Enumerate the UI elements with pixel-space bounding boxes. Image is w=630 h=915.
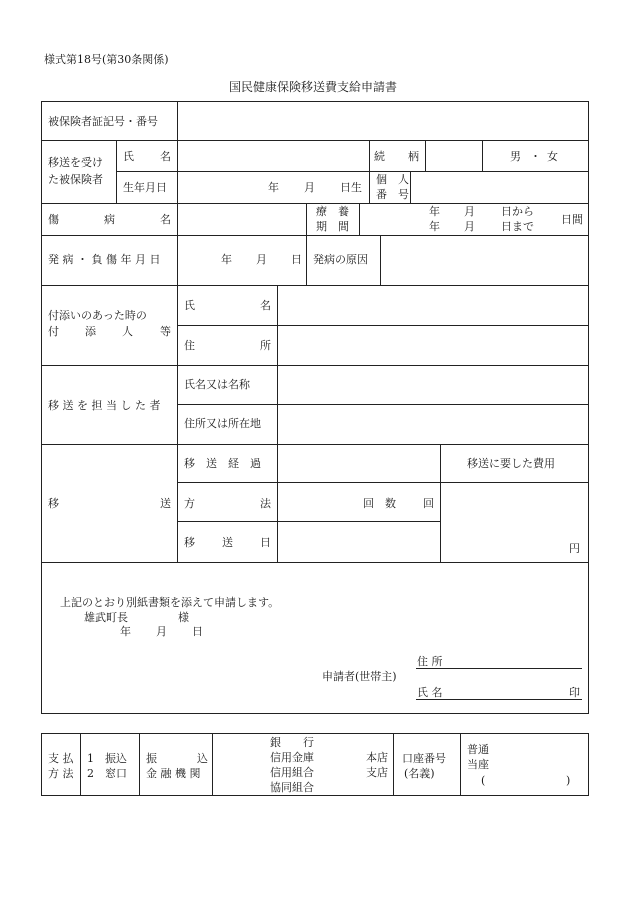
attendant-name-label-1: 氏 <box>184 299 195 312</box>
transport-date-label-1: 移 <box>184 536 195 549</box>
payment-method-label-2: 方 法 <box>48 767 74 780</box>
cost-amount-field[interactable] <box>442 484 587 560</box>
insured-number-label: 被保険者証記号・番号 <box>48 115 158 128</box>
account-paren-open: ( <box>481 774 486 787</box>
transport-date-label-2: 送 <box>222 536 233 549</box>
care-period-label-1: 療 養 <box>316 205 349 218</box>
account-paren-close: ) <box>566 774 571 787</box>
payment-method-label-1: 支 払 <box>48 752 74 765</box>
person-name-field[interactable] <box>179 142 367 170</box>
onset-month: 月 <box>256 253 267 266</box>
birth-date-label: 生年月日 <box>123 181 167 194</box>
bank-label-line2: 金 融 機 関 <box>146 767 201 780</box>
birth-day: 日生 <box>340 181 362 194</box>
account-type-current[interactable]: 当座 <box>467 758 489 771</box>
declaration-year: 年 <box>120 625 131 638</box>
name-label-char1: 氏 <box>123 150 134 163</box>
declaration-day: 日 <box>192 625 203 638</box>
sex-male[interactable]: 男 <box>510 150 521 163</box>
account-number-field[interactable] <box>490 773 562 789</box>
attendant-address-field[interactable] <box>279 327 587 363</box>
period-from-year: 年 <box>429 205 440 218</box>
addressee-mayor: 雄武町長 <box>84 611 128 624</box>
bank-label-char1: 振 <box>146 752 157 765</box>
onset-cause-field[interactable] <box>382 237 587 283</box>
addressee-honorific: 様 <box>178 611 189 624</box>
attendant-label-4: 人 <box>122 325 133 338</box>
bank-type-shinkumi: 信用組合 <box>270 766 314 779</box>
carrier-address-label: 住所又は所在地 <box>184 417 261 430</box>
attendant-label-1: 付添いのあった時の <box>48 309 147 322</box>
carrier-name-label: 氏名又は名称 <box>184 378 250 391</box>
attendant-label-2: 付 <box>48 325 59 338</box>
onset-cause-label: 発病の原因 <box>313 253 368 266</box>
applicant-name-label: 氏 名 <box>417 686 443 699</box>
attendant-address-label-1: 住 <box>184 339 195 352</box>
transported-person-label-1: 移送を受け <box>48 156 103 169</box>
bank-type-kyodo: 協同組合 <box>270 781 314 794</box>
transport-date-label-3: 日 <box>260 536 271 549</box>
care-period-label-2: 期 間 <box>316 220 349 233</box>
form-number: 様式第18号(第30条関係) <box>44 53 169 66</box>
relation-label-char2: 柄 <box>408 150 419 163</box>
onset-year: 年 <box>221 253 232 266</box>
transport-label-char1: 移 <box>48 497 59 510</box>
attendant-name-label-2: 名 <box>260 299 271 312</box>
disease-name-field[interactable] <box>179 205 304 233</box>
page-title: 国民健康保険移送費支給申請書 <box>229 80 398 94</box>
personal-number-label-1: 個 人 <box>376 173 409 186</box>
yen-unit: 円 <box>569 542 580 555</box>
declaration-month: 月 <box>156 625 167 638</box>
relation-field[interactable] <box>427 142 480 170</box>
birth-month: 月 <box>304 181 315 194</box>
carrier-label: 移 送 を 担 当 し た 者 <box>48 399 161 412</box>
sex-female[interactable]: 女 <box>547 150 558 163</box>
personal-number-field[interactable] <box>412 173 587 201</box>
period-to-year: 年 <box>429 220 440 233</box>
transported-person-label-2: た被保険者 <box>48 173 103 186</box>
relation-label-char1: 続 <box>374 150 385 163</box>
account-holder-label: (名義) <box>404 767 435 780</box>
method-label-char1: 方 <box>184 497 195 510</box>
transport-date-field[interactable] <box>279 523 438 560</box>
personal-number-label-2: 番 号 <box>376 188 409 201</box>
disease-label-char1: 傷 <box>48 213 59 226</box>
period-to-day: 日まで <box>501 220 534 233</box>
name-label-char2: 名 <box>160 150 171 163</box>
bank-label-char2: 込 <box>197 752 208 765</box>
payment-option-transfer[interactable]: 1 振込 <box>87 752 127 765</box>
applicant-name-line[interactable] <box>416 699 582 700</box>
disease-label-char2: 病 <box>104 213 115 226</box>
attendant-address-label-2: 所 <box>260 339 271 352</box>
applicant-address-label: 住 所 <box>417 655 443 668</box>
applicant-label: 申請者(世帯主) <box>322 670 397 683</box>
branch-sub: 支店 <box>366 766 388 779</box>
payment-option-counter[interactable]: 2 窓口 <box>87 767 127 780</box>
seal-mark: 印 <box>569 686 580 699</box>
cost-label: 移送に要した費用 <box>467 457 555 470</box>
sex-separator: ・ <box>530 150 541 163</box>
route-field[interactable] <box>279 446 438 480</box>
carrier-address-field[interactable] <box>279 406 587 442</box>
times-label: 回 数 <box>363 497 396 510</box>
transport-label-char2: 送 <box>160 497 171 510</box>
period-days-label: 日間 <box>561 213 583 226</box>
account-number-label: 口座番号 <box>402 752 446 765</box>
attendant-label-5: 等 <box>160 325 171 338</box>
onset-day: 日 <box>291 253 302 266</box>
insured-number-field[interactable] <box>179 103 587 139</box>
attendant-label-3: 添 <box>85 325 96 338</box>
disease-label-char3: 名 <box>160 213 171 226</box>
period-to-month: 月 <box>464 220 475 233</box>
onset-date-label: 発 病 ・ 負 傷 年 月 日 <box>48 253 161 266</box>
account-type-ordinary[interactable]: 普通 <box>467 743 489 756</box>
carrier-name-field[interactable] <box>279 367 587 402</box>
period-from-month: 月 <box>464 205 475 218</box>
attendant-name-field[interactable] <box>279 287 587 323</box>
birth-year: 年 <box>268 181 279 194</box>
route-label: 移 送 経 過 <box>184 457 261 470</box>
branch-main: 本店 <box>366 751 388 764</box>
bank-type-bank: 銀 行 <box>270 736 314 749</box>
declaration-text: 上記のとおり別紙書類を添えて申請します。 <box>60 596 280 609</box>
period-from-day: 日から <box>501 205 534 218</box>
bank-type-shinkin: 信用金庫 <box>270 751 314 764</box>
times-unit: 回 <box>423 497 434 510</box>
applicant-address-line[interactable] <box>416 668 582 669</box>
method-label-char2: 法 <box>260 497 271 510</box>
